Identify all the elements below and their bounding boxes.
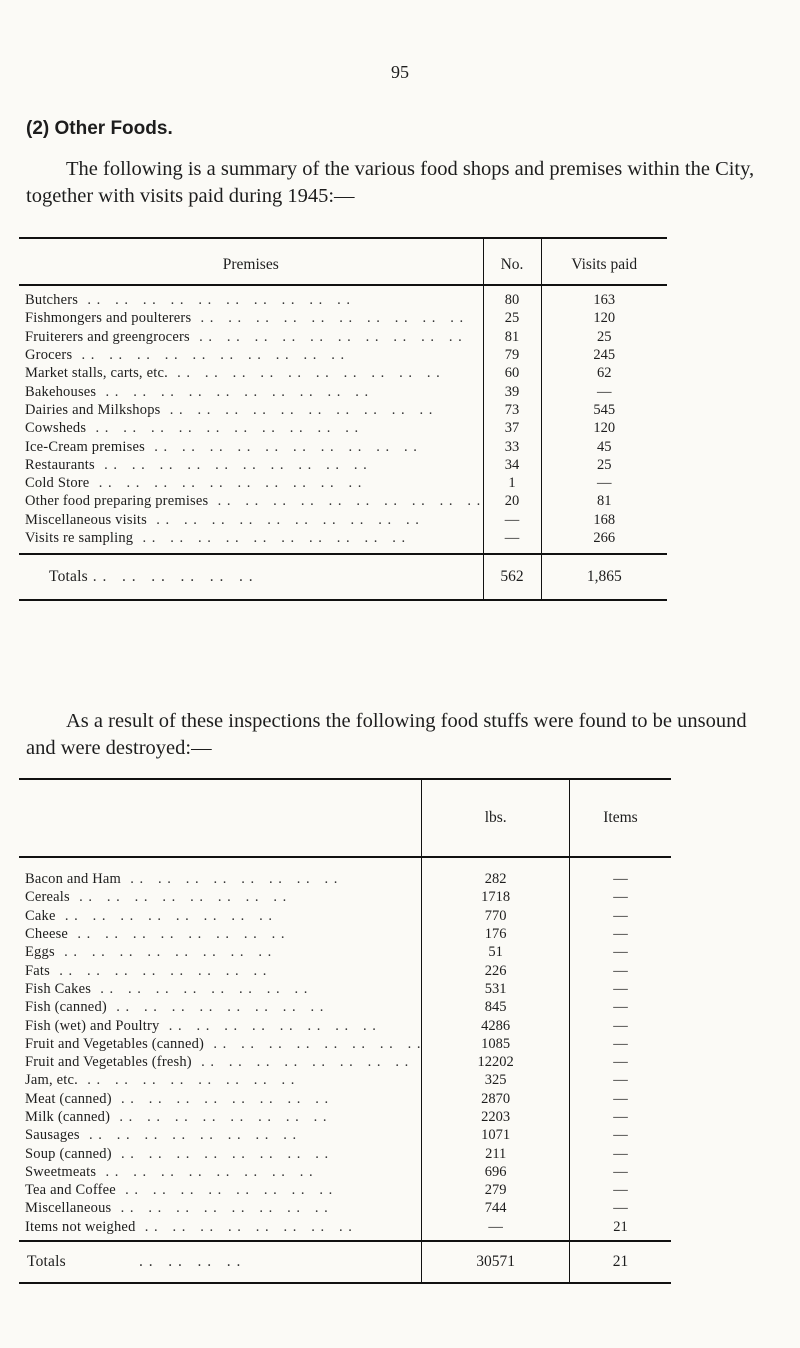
destroyed-totals-row (19, 1241, 671, 1283)
destroyed-food-row-lbs: 1071 (422, 1126, 569, 1144)
premises-row-visits: 120 (541, 419, 667, 437)
premises-table (19, 237, 667, 601)
premises-row-visits: 120 (541, 309, 667, 327)
destroyed-food-row-label: Sausages . . . . . . . . . . . . . . . . (25, 1127, 298, 1144)
destroyed-food-row-label: Meat (canned) . . . . . . . . . . . . . . . . (25, 1090, 330, 1107)
premises-row (19, 437, 667, 455)
premises-row (19, 511, 667, 529)
premises-row-visits: 163 (541, 285, 667, 309)
destroyed-food-row-label: Miscellaneous . . . . . . . . . . . . . . . . (25, 1200, 329, 1217)
premises-row (19, 529, 667, 554)
destroyed-food-row-items: — (569, 1035, 671, 1053)
destroyed-food-row-items: — (569, 1181, 671, 1199)
destroyed-foods-table (19, 778, 671, 1284)
destroyed-food-row-label: Bacon and Ham . . . . . . . . . . . . . . . . (25, 871, 339, 888)
destroyed-food-row (19, 1108, 671, 1126)
premises-table-body (19, 285, 667, 554)
destroyed-food-row-label: Cheese . . . . . . . . . . . . . . . . (25, 926, 286, 943)
destroyed-food-row (19, 1053, 671, 1071)
premises-totals-label: Totals . . . . . . . . . . . . (19, 554, 483, 600)
destroyed-food-row-items: — (569, 1144, 671, 1162)
destroyed-food-row (19, 1199, 671, 1217)
destroyed-food-row-items: — (569, 1108, 671, 1126)
destroyed-food-row-items: — (569, 888, 671, 906)
destroyed-food-row-items: — (569, 1053, 671, 1071)
premises-row-visits: 45 (541, 437, 667, 455)
destroyed-food-row-lbs: 176 (422, 925, 569, 943)
header-items: Items (569, 779, 671, 857)
premises-row-visits: 266 (541, 529, 667, 554)
premises-row (19, 419, 667, 437)
header-no: No. (483, 238, 541, 285)
destroyed-food-row-label: Milk (canned) . . . . . . . . . . . . . . . . (25, 1109, 328, 1125)
premises-row-no: 39 (483, 382, 541, 400)
premises-row-visits: 245 (541, 346, 667, 364)
premises-row (19, 382, 667, 400)
destroyed-food-row-label: Fish (wet) and Poultry . . . . . . . . . . . . . . . . (25, 1017, 377, 1034)
destroyed-food-row-lbs: 744 (422, 1199, 569, 1217)
premises-row-label: Miscellaneous visits . . . . . . . . . . . . . . . . . . . . (25, 511, 420, 528)
destroyed-food-row (19, 943, 671, 961)
premises-row-visits: 168 (541, 511, 667, 529)
destroyed-food-row-lbs: 12202 (422, 1053, 569, 1071)
destroyed-food-row (19, 1218, 671, 1241)
destroyed-food-row-label: Eggs . . . . . . . . . . . . . . . . (25, 944, 273, 961)
premises-row-label: Fishmongers and poulterers . . . . . . . . . . . . . . . . . . . . (25, 310, 465, 327)
destroyed-food-row-lbs: 531 (422, 980, 569, 998)
destroyed-food-row-label: Tea and Coffee . . . . . . . . . . . . . . . . (25, 1182, 334, 1199)
premises-row (19, 309, 667, 327)
premises-row-visits: 81 (541, 492, 667, 510)
premises-row-label: Bakehouses . . . . . . . . . . . . . . . . . . . . (25, 383, 370, 400)
destroyed-food-row (19, 1163, 671, 1181)
premises-totals-no: 562 (483, 554, 541, 600)
destroyed-food-row-lbs: 770 (422, 907, 569, 925)
premises-row-label: Cowsheds . . . . . . . . . . . . . . . . . . . . (25, 420, 360, 437)
destroyed-food-row-lbs: 696 (422, 1163, 569, 1181)
premises-row (19, 364, 667, 382)
destroyed-food-row-label: Jam, etc. . . . . . . . . . . . . . . . . (25, 1072, 296, 1089)
destroyed-food-row-items: — (569, 961, 671, 979)
destroyed-food-row (19, 888, 671, 906)
destroyed-food-row (19, 857, 671, 888)
premises-row-label: Dairies and Milkshops . . . . . . . . . . . . . . . . . . . . (25, 401, 434, 418)
destroyed-food-row-label: Items not weighed . . . . . . . . . . . . . . . . (25, 1218, 353, 1235)
premises-row-visits: — (541, 382, 667, 400)
premises-row-no: 60 (483, 364, 541, 382)
destroyed-food-row-label: Fish (canned) . . . . . . . . . . . . . . . . (25, 999, 325, 1016)
destroyed-food-row-items: — (569, 1163, 671, 1181)
intro-paragraph (26, 156, 776, 210)
destroyed-food-row-lbs: 4286 (422, 1016, 569, 1034)
premises-row-label: Ice-Cream premises . . . . . . . . . . . . . . . . . . . . (25, 438, 418, 455)
destroyed-food-row (19, 1126, 671, 1144)
destroyed-food-row-lbs: 51 (422, 943, 569, 961)
premises-row-visits: — (541, 474, 667, 492)
header-premises: Premises (19, 238, 483, 285)
premises-row-no: — (483, 529, 541, 554)
premises-row-no: 1 (483, 474, 541, 492)
destroyed-food-row-items: — (569, 1090, 671, 1108)
destroyed-totals-label: Totals . . . . . . . . (19, 1241, 422, 1283)
destroyed-food-row-items: — (569, 1126, 671, 1144)
destroyed-food-row-label: Cake . . . . . . . . . . . . . . . . (25, 907, 273, 924)
destroyed-food-row-items: — (569, 907, 671, 925)
premises-row-visits: 545 (541, 401, 667, 419)
destroyed-food-row-label: Sweetmeats . . . . . . . . . . . . . . . . (25, 1163, 314, 1180)
premises-row-no: 80 (483, 285, 541, 309)
destroyed-food-row (19, 1181, 671, 1199)
premises-row-no: 73 (483, 401, 541, 419)
premises-row (19, 492, 667, 510)
destroyed-food-row-lbs: 1718 (422, 888, 569, 906)
destroyed-food-row-lbs: 282 (422, 857, 569, 888)
premises-row-label: Restaurants . . . . . . . . . . . . . . . . . . . . (25, 456, 368, 473)
destroyed-food-row-lbs: 279 (422, 1181, 569, 1199)
header-visits-paid: Visits paid (541, 238, 667, 285)
destroyed-food-row-lbs: 1085 (422, 1035, 569, 1053)
destroyed-food-row-label: Fruit and Vegetables (fresh) . . . . . . . . . . . . . . . . (25, 1054, 410, 1071)
premises-row-label: Fruiterers and greengrocers . . . . . . . . . . . . . . . . . . . . (25, 328, 463, 345)
destroyed-food-row-label: Fruit and Vegetables (canned) . . . . . . . . . . . . . . . . (25, 1035, 422, 1052)
destroyed-food-row (19, 1144, 671, 1162)
destroyed-food-row-items: — (569, 1071, 671, 1089)
premises-row-no: 20 (483, 492, 541, 510)
destroyed-food-row-items: — (569, 943, 671, 961)
premises-row-visits: 25 (541, 328, 667, 346)
destroyed-food-row-lbs: 325 (422, 1071, 569, 1089)
destroyed-food-row-items: — (569, 1016, 671, 1034)
destroyed-food-row (19, 1016, 671, 1034)
destroyed-food-row-label: Soup (canned) . . . . . . . . . . . . . . . . (25, 1145, 330, 1162)
destroyed-food-row (19, 925, 671, 943)
premises-row-label: Visits re sampling . . . . . . . . . . . . . . . . . . . . (25, 530, 407, 546)
destroyed-food-row-lbs: 226 (422, 961, 569, 979)
premises-row-no: 33 (483, 437, 541, 455)
premises-table-header (19, 238, 667, 285)
premises-row (19, 346, 667, 364)
premises-row-visits: 62 (541, 364, 667, 382)
destroyed-foods-header (19, 779, 671, 857)
premises-totals-visits: 1,865 (541, 554, 667, 600)
destroyed-food-row (19, 980, 671, 998)
section-heading: (2) Other Foods. (26, 118, 173, 139)
premises-row-label: Other food preparing premises . . . . . . . . . . . . . . . . . . . . (25, 493, 482, 510)
page-number: 95 (391, 62, 409, 82)
intro-text: The following is a summary of the various food shops and premises within the City, together with visits paid during 1945:— (26, 158, 755, 207)
destroyed-totals-items: 21 (569, 1241, 671, 1283)
destroyed-food-row-items: 21 (569, 1218, 671, 1241)
destroyed-food-row-items: — (569, 980, 671, 998)
premises-row-no: 34 (483, 456, 541, 474)
header-food (19, 779, 422, 857)
destroyed-food-row-lbs: 211 (422, 1144, 569, 1162)
header-lbs: lbs. (422, 779, 569, 857)
destroyed-food-row-lbs: 2203 (422, 1108, 569, 1126)
destroyed-food-row-lbs: 2870 (422, 1090, 569, 1108)
premises-row-label: Grocers . . . . . . . . . . . . . . . . . . . . (25, 347, 346, 364)
premises-row-no: 25 (483, 309, 541, 327)
premises-row-visits: 25 (541, 456, 667, 474)
premises-row-no: 81 (483, 328, 541, 346)
destroyed-food-row (19, 907, 671, 925)
premises-row (19, 401, 667, 419)
destroyed-food-row-label: Fish Cakes . . . . . . . . . . . . . . . . (25, 980, 309, 997)
premises-row-label: Butchers . . . . . . . . . . . . . . . . . . . . (25, 292, 352, 309)
destroyed-foods-body (19, 857, 671, 1241)
premises-row-no: — (483, 511, 541, 529)
result-text: As a result of these inspections the following food stuffs were found to be unsound and were destroyed:— (26, 710, 747, 759)
destroyed-food-row-lbs: — (422, 1218, 569, 1241)
premises-row-no: 37 (483, 419, 541, 437)
destroyed-food-row-label: Fats . . . . . . . . . . . . . . . . (25, 962, 268, 979)
premises-totals-row (19, 554, 667, 600)
premises-row (19, 456, 667, 474)
destroyed-food-row (19, 998, 671, 1016)
destroyed-food-row-items: — (569, 1199, 671, 1217)
result-paragraph (26, 708, 776, 762)
destroyed-food-row-items: — (569, 925, 671, 943)
premises-row (19, 285, 667, 309)
destroyed-food-row-label: Cereals . . . . . . . . . . . . . . . . (25, 889, 288, 906)
destroyed-food-row (19, 1035, 671, 1053)
premises-row-label: Market stalls, carts, etc. . . . . . . . . . . . . . . . . . . . . (25, 365, 441, 382)
destroyed-food-row (19, 1090, 671, 1108)
premises-row-label: Cold Store . . . . . . . . . . . . . . . . . . . . (25, 475, 363, 492)
destroyed-food-row-lbs: 845 (422, 998, 569, 1016)
destroyed-totals-lbs: 30571 (422, 1241, 569, 1283)
premises-row (19, 328, 667, 346)
premises-row (19, 474, 667, 492)
destroyed-food-row (19, 1071, 671, 1089)
destroyed-food-row-items: — (569, 857, 671, 888)
premises-row-no: 79 (483, 346, 541, 364)
destroyed-food-row-items: — (569, 998, 671, 1016)
destroyed-food-row (19, 961, 671, 979)
